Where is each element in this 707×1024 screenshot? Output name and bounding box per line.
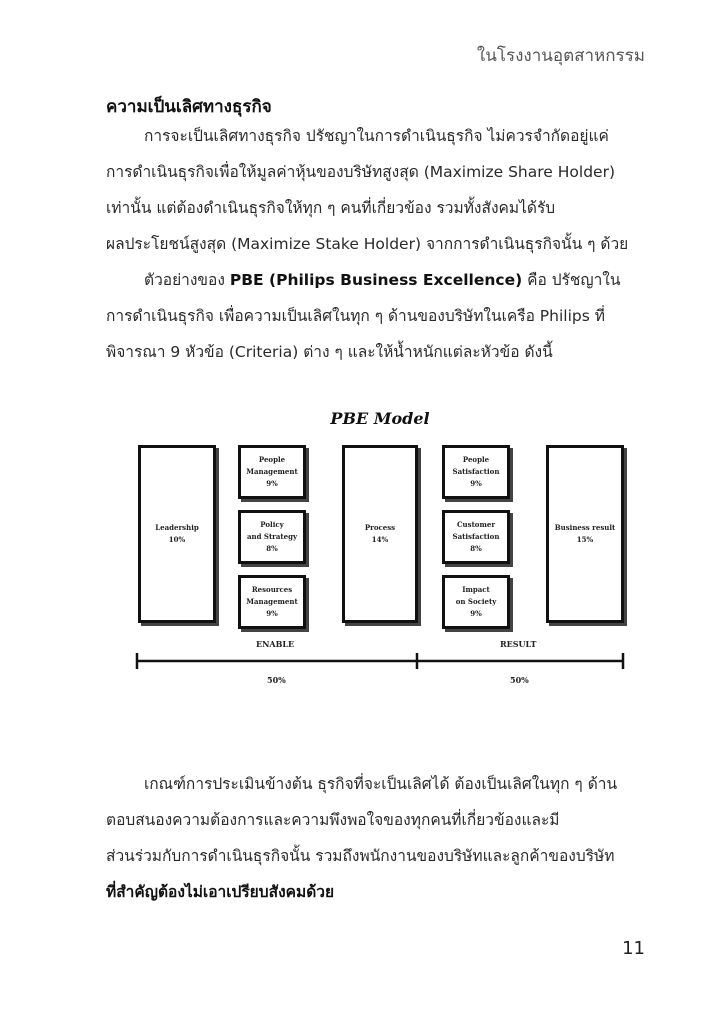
paragraph-1-line-3: เท่านั้น แต่ต้องดำเนินธุรกิจให้ทุก ๆ คนที่เกี่ยวข้อง รวมทั้งสังคมได้รับ bbox=[106, 199, 556, 217]
policy-strategy-line-1: Policy bbox=[260, 520, 284, 529]
diagram-title: PBE Model bbox=[330, 409, 430, 428]
policy-strategy-pct: 8% bbox=[266, 544, 278, 553]
impact-society-line-2: on Society bbox=[455, 597, 497, 606]
paragraph-2-line-1-pre: ตัวอย่างของ bbox=[144, 271, 230, 289]
business-result-box bbox=[546, 445, 624, 623]
paragraph-3-line-1: เกณฑ์การประเมินข้างต้น ธุรกิจที่จะเป็นเลิศได้ ต้องเป็นเลิศในทุก ๆ ด้าน bbox=[144, 775, 618, 793]
paragraph-2-line-2: การดำเนินธุรกิจ เพื่อความเป็นเลิศในทุก ๆ ด้านของบริษัทในเครือ Philips ที่ bbox=[106, 307, 605, 325]
people-satisfaction-box bbox=[442, 445, 510, 499]
resources-management-line-1: Resources bbox=[251, 585, 293, 594]
paragraph-3-line-2: ตอบสนองความต้องการและความพึงพอใจของทุกคนที่เกี่ยวข้องและมี bbox=[106, 811, 560, 829]
paragraph-1-line-2: การดำเนินธุรกิจเพื่อให้มูลค่าหุ้นของบริษัทสูงสุด (Maximize Share Holder) bbox=[106, 163, 615, 181]
people-management-pct: 9% bbox=[266, 479, 278, 488]
business-result-label: Business result bbox=[554, 523, 616, 532]
paragraph-2 bbox=[106, 262, 646, 370]
policy-strategy-line-2: and Strategy bbox=[246, 532, 298, 541]
process-box bbox=[342, 445, 418, 623]
span-bracket bbox=[130, 651, 630, 671]
customer-satisfaction-line-1: Customer bbox=[456, 520, 496, 529]
result-label: RESULT bbox=[500, 639, 537, 649]
impact-society-box bbox=[442, 575, 510, 629]
people-management-line-2: Management bbox=[246, 467, 298, 476]
people-management-line-1: People bbox=[258, 455, 286, 464]
paragraph-1-line-1: การจะเป็นเลิศทางธุรกิจ ปรัชญาในการดำเนินธุรกิจ ไม่ควรจำกัดอยู่แค่ bbox=[144, 127, 609, 145]
paragraph-3-line-3: ส่วนร่วมกับการดำเนินธุรกิจนั้น รวมถึงพนักงานของบริษัทและลูกค้าของบริษัท bbox=[106, 847, 615, 865]
people-satisfaction-line-2: Satisfaction bbox=[452, 467, 500, 476]
leadership-pct: 10% bbox=[168, 535, 186, 544]
page-number: 11 bbox=[622, 938, 645, 959]
impact-society-pct: 9% bbox=[470, 609, 482, 618]
running-head: ในโรงงานอุตสาหกรรม bbox=[476, 46, 645, 66]
impact-society-line-1: Impact bbox=[462, 585, 490, 594]
paragraph-3-line-4 bbox=[106, 874, 646, 910]
process-pct: 14% bbox=[371, 535, 389, 544]
people-management-box bbox=[238, 445, 306, 499]
business-result-pct: 15% bbox=[576, 535, 594, 544]
resources-management-box bbox=[238, 575, 306, 629]
pbe-term: PBE (Philips Business Excellence) bbox=[229, 271, 523, 289]
pbe-model-diagram bbox=[130, 405, 630, 695]
paragraph-3-line-4-bold: ที่สำคัญต้องไม่เอาเปรียบสังคมด้วย bbox=[106, 883, 335, 901]
customer-satisfaction-pct: 8% bbox=[470, 544, 482, 553]
leadership-label: Leadership bbox=[155, 523, 199, 532]
enable-label: ENABLE bbox=[256, 639, 295, 649]
resources-management-pct: 9% bbox=[266, 609, 278, 618]
paragraph-1 bbox=[106, 118, 646, 262]
leadership-box bbox=[138, 445, 216, 623]
paragraph-3 bbox=[106, 766, 646, 910]
result-pct: 50% bbox=[510, 675, 529, 685]
customer-satisfaction-line-2: Satisfaction bbox=[452, 532, 500, 541]
people-satisfaction-pct: 9% bbox=[470, 479, 482, 488]
policy-strategy-box bbox=[238, 510, 306, 564]
section-title: ความเป็นเลิศทางธุรกิจ bbox=[106, 97, 272, 117]
process-label: Process bbox=[364, 523, 396, 532]
people-satisfaction-line-1: People bbox=[462, 455, 490, 464]
enable-pct: 50% bbox=[267, 675, 286, 685]
paragraph-2-line-1-post: คือ ปรัชญาใน bbox=[522, 271, 621, 289]
resources-management-line-2: Management bbox=[246, 597, 298, 606]
paragraph-2-line-1 bbox=[106, 262, 646, 298]
paragraph-2-line-3: พิจารณา 9 หัวข้อ (Criteria) ต่าง ๆ และให้น้ำหนักแต่ละหัวข้อ ดังนี้ bbox=[106, 343, 553, 361]
customer-satisfaction-box bbox=[442, 510, 510, 564]
paragraph-1-line-4: ผลประโยชน์สูงสุด (Maximize Stake Holder) จากการดำเนินธุรกิจนั้น ๆ ด้วย bbox=[106, 235, 629, 253]
